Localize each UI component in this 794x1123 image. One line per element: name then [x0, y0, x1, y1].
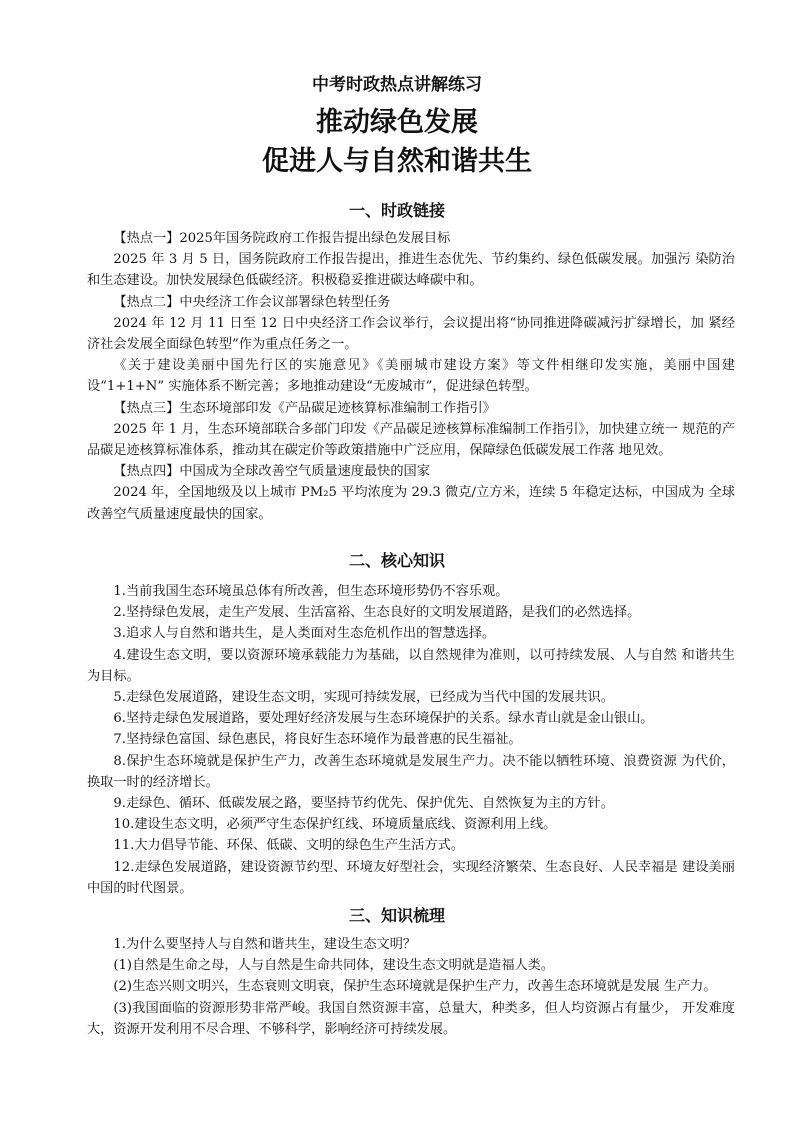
hot-point-4-title: 【热点四】中国成为全球改善空气质量速度最快的国家 — [113, 464, 430, 480]
section-1-title: 一、时政链接 — [348, 201, 445, 220]
knowledge-item: 11.大力倡导节能、环保、低碳、文明的绿色生产生活方式。 — [113, 838, 465, 854]
title-line-1: 推动绿色发展 — [316, 107, 478, 138]
knowledge-item: 2.坚持绿色发展，走生产发展、生活富裕、生态良好的文明发展道路，是我们的必然选择。 — [113, 605, 641, 621]
hot-point-1-title: 【热点一】2025年国务院政府工作报告提出绿色发展目标 — [113, 231, 451, 246]
knowledge-item: 12.走绿色发展道路，建设资源节约型、环境友好型社会，实现经济繁荣、生态良好、人民幸福是 建设美丽中国的时代图景。 — [87, 859, 735, 896]
title-line-2: 促进人与自然和谐共生 — [262, 146, 532, 177]
hot-point-1-text: 2025 年 3 月 5 日，国务院政府工作报告提出，推进生态优先、节约集约、绿色低碳发展。加强污 染防治和生态建设。加快发展绿色低碳经济。积极稳妥推进碳达峰碳中和。 — [87, 252, 735, 289]
hot-point-2-text: 2024 年 12 月 11 日至 12 日中央经济工作会议举行，会议提出将“协同推进降碳减污扩绿增长，加 紧经济社会发展全面绿色转型”作为重点任务之一。 — [87, 315, 735, 353]
knowledge-item: 3.追求人与自然和谐共生，是人类面对生态危机作出的智慧选择。 — [113, 626, 496, 642]
knowledge-item: 10.建设生态文明，必须严守生态保护红线、环境质量底线、资源利用上线。 — [113, 817, 557, 833]
section-2-content — [87, 581, 735, 899]
section-2-title: 二、核心知识 — [348, 551, 445, 570]
knowledge-item: 8.保护生态环境就是保护生产力，改善生态环境就是发展生产力。决不能以牺牲环境、浪费资源 为代价，换取一时的经济增长。 — [87, 753, 735, 790]
hot-point-2-title: 【热点二】中央经济工作会议部署绿色转型任务 — [113, 294, 391, 310]
knowledge-item: 9.走绿色、循环、低碳发展之路，要坚持节约优先、保护优先、自然恢复为主的方针。 — [113, 796, 614, 812]
knowledge-item: 5.走绿色发展道路，建设生态文明，实现可持续发展，已经成为当代中国的发展共识。 — [113, 690, 614, 706]
hot-point-3-title: 【热点三】生态环境部印发《产品碳足迹核算标准编制工作指引》 — [113, 400, 496, 416]
section-3-title: 三、知识梳理 — [348, 906, 445, 925]
section-1-content — [87, 228, 735, 525]
review-item: (1)自然是生命之母，人与自然是生命共同体，建设生态文明就是造福人类。 — [113, 958, 555, 974]
knowledge-item: 6.坚持走绿色发展道路，要处理好经济发展与生态环境保护的关系。绿水青山就是金山银山。 — [113, 711, 654, 727]
knowledge-item: 4.建设生态文明，要以资源环境承载能力为基础，以自然规律为准则，以可持续发展、人与自然 和谐共生为目标。 — [87, 647, 735, 684]
hot-point-3-text: 2025 年 1 月，生态环境部联合多部门印发《产品碳足迹核算标准编制工作指引》，加快建立统一 规范的产品碳足迹核算标准体系，推动其在碳定价等政策措施中广泛应用，保障绿色低碳发展工作落 地见效。 — [87, 421, 735, 459]
hot-point-2-text-2: 《关于建设美丽中国先行区的实施意见》《美丽城市建设方案》等文件相继印发实施，美丽中国建 设“1+1+N” 实施体系不断完善；多地推动建设“无废城市”，促进绿色转型。 — [87, 358, 735, 395]
knowledge-item: 7.坚持绿色富国、绿色惠民，将良好生态环境作为最普惠的民生福祉。 — [113, 732, 522, 748]
hot-point-4-text: 2024 年，全国地级及以上城市 PM₂5 平均浓度为 29.3 微克/立方米，连续 5 年稳定达标，中国成为 全球改善空气质量速度最快的国家。 — [87, 485, 735, 522]
review-item: (2)生态兴则文明兴，生态衰则文明衰，保护生态环境就是保护生产力，改善生态环境就是发展 生产力。 — [113, 979, 717, 995]
review-item: (3)我国面临的资源形势非常严峻。我国自然资源丰富，总量大，种类多，但人均资源占有量少， 开发难度大，资源开发利用不尽合理、不够科学，影响经济可持续发展。 — [87, 1000, 735, 1037]
review-question: 1.为什么要坚持人与自然和谐共生，建设生态文明？ — [113, 937, 417, 952]
document-header: 中考时政热点讲解练习 — [312, 75, 482, 95]
knowledge-item: 1.当前我国生态环境虽总体有所改善，但生态环境形势仍不容乐观。 — [113, 584, 509, 599]
section-3-content — [87, 934, 735, 1040]
